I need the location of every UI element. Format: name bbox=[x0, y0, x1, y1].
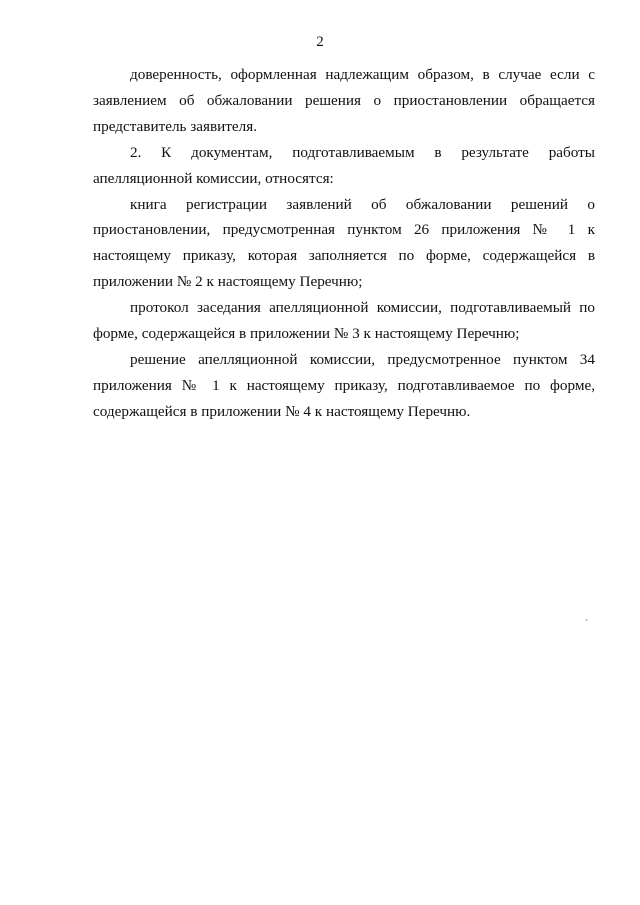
paragraph-item-2-intro: 2. К документам, подготавливаемым в результате работы апелляционной комиссии, относятся: bbox=[93, 143, 595, 187]
paragraph-meeting-protocol: протокол заседания апелляционной комиссии, подготавливаемый по форме, содержащейся в приложении № 3 к настоящему Перечню; bbox=[93, 299, 595, 343]
page-number: 2 bbox=[316, 34, 324, 50]
document-body bbox=[93, 62, 595, 425]
paragraph-power-of-attorney: доверенность, оформленная надлежащим образом, в случае если с заявлением об обжаловании решения о приостановлении обращается представитель заявителя. bbox=[93, 66, 595, 135]
paragraph-commission-decision: решение апелляционной комиссии, предусмотренное пунктом 34 приложения № 1 к настоящему приказу, подготавливаемое по форме, содержащейся в приложении № 4 к настоящему Перечню. bbox=[93, 350, 595, 420]
paragraph-registration-book: книга регистрации заявлений об обжаловании решений о приостановлении, предусмотренная пунктом 26 приложения № 1 к настоящему приказу, которая заполняется по форме, содержащейся в приложении № 2 к настоящему Перечню; bbox=[93, 195, 595, 291]
scan-speck-mark: ` bbox=[585, 619, 589, 630]
